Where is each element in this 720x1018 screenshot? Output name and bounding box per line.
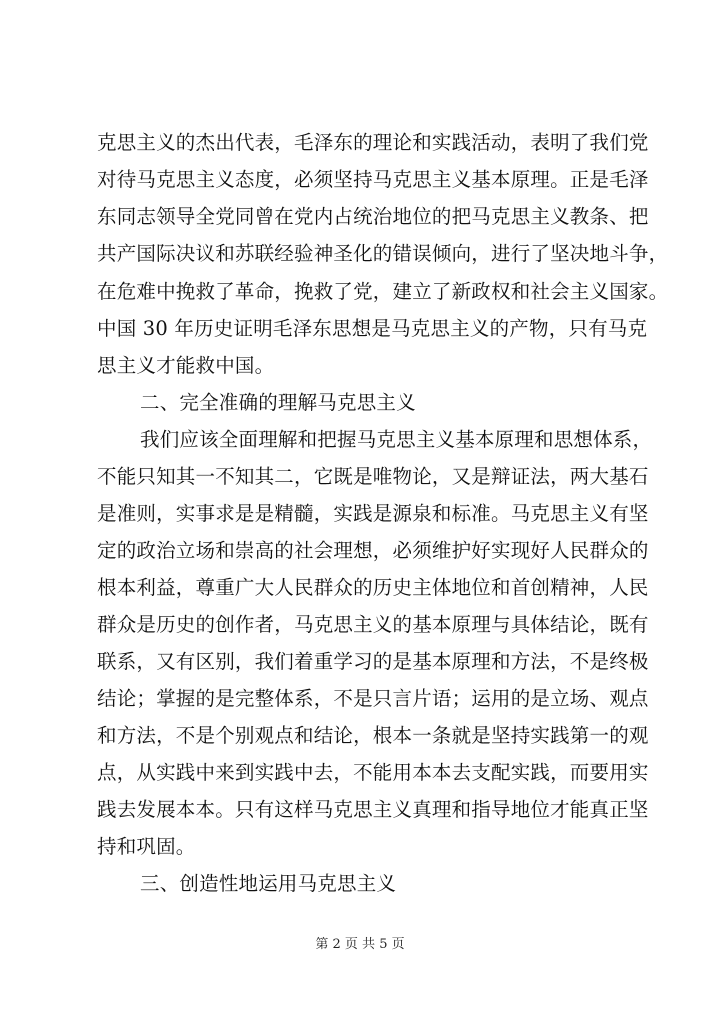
paragraph-2-line-5: 根本利益，尊重广大人民群众的历史主体地位和首创精神，人民 (97, 576, 649, 599)
paragraph-1-line-5: 在危难中挽救了革命，挽救了党，建立了新政权和社会主义国家。 (97, 280, 669, 303)
paragraph-2-line-11: 践去发展本本。只有这样马克思主义真理和指导地位才能真正坚 (97, 798, 649, 821)
paragraph-1-line-3: 东同志领导全党同曾在党内占统治地位的把马克思主义教条、把 (97, 205, 649, 228)
section-heading-3: 三、创造性地运用马克思主义 (140, 872, 397, 895)
page-number-footer: 第 2 页 共 5 页 (315, 937, 405, 952)
paragraph-1-line-6: 中国 30 年历史证明毛泽东思想是马克思主义的产物，只有马克 (97, 317, 648, 340)
paragraph-2-line-7: 联系，又有区别，我们着重学习的是基本原理和方法，不是终极 (97, 650, 649, 673)
paragraph-1-line-1: 克思主义的杰出代表，毛泽东的理论和实践活动，表明了我们党 (97, 131, 649, 154)
section-heading-2: 二、完全准确的理解马克思主义 (140, 391, 416, 414)
paragraph-2-line-1: 我们应该全面理解和把握马克思主义基本原理和思想体系， (140, 428, 653, 451)
paragraph-2-line-4: 定的政治立场和崇高的社会理想，必须维护好实现好人民群众的 (97, 539, 649, 562)
paragraph-2-line-10: 点，从实践中来到实践中去，不能用本本去支配实践，而要用实 (97, 761, 649, 784)
paragraph-2-line-2: 不能只知其一不知其二，它既是唯物论，又是辩证法，两大基石 (97, 465, 649, 488)
paragraph-1-line-7: 思主义才能救中国。 (97, 354, 275, 377)
paragraph-2-line-9: 和方法，不是个别观点和结论，根本一条就是坚持实践第一的观 (97, 724, 649, 747)
paragraph-2-line-3: 是准则，实事求是是精髓，实践是源泉和标准。马克思主义有坚 (97, 502, 649, 525)
paragraph-1-line-4: 共产国际决议和苏联经验神圣化的错误倾向，进行了坚决地斗争， (97, 242, 669, 265)
paragraph-2-line-12: 持和巩固。 (97, 835, 196, 858)
paragraph-1-line-2: 对待马克思主义态度，必须坚持马克思主义基本原理。正是毛泽 (97, 168, 649, 191)
paragraph-2-line-8: 结论；掌握的是完整体系，不是只言片语；运用的是立场、观点 (97, 687, 649, 710)
paragraph-2-line-6: 群众是历史的创作者，马克思主义的基本原理与具体结论，既有 (97, 613, 649, 636)
